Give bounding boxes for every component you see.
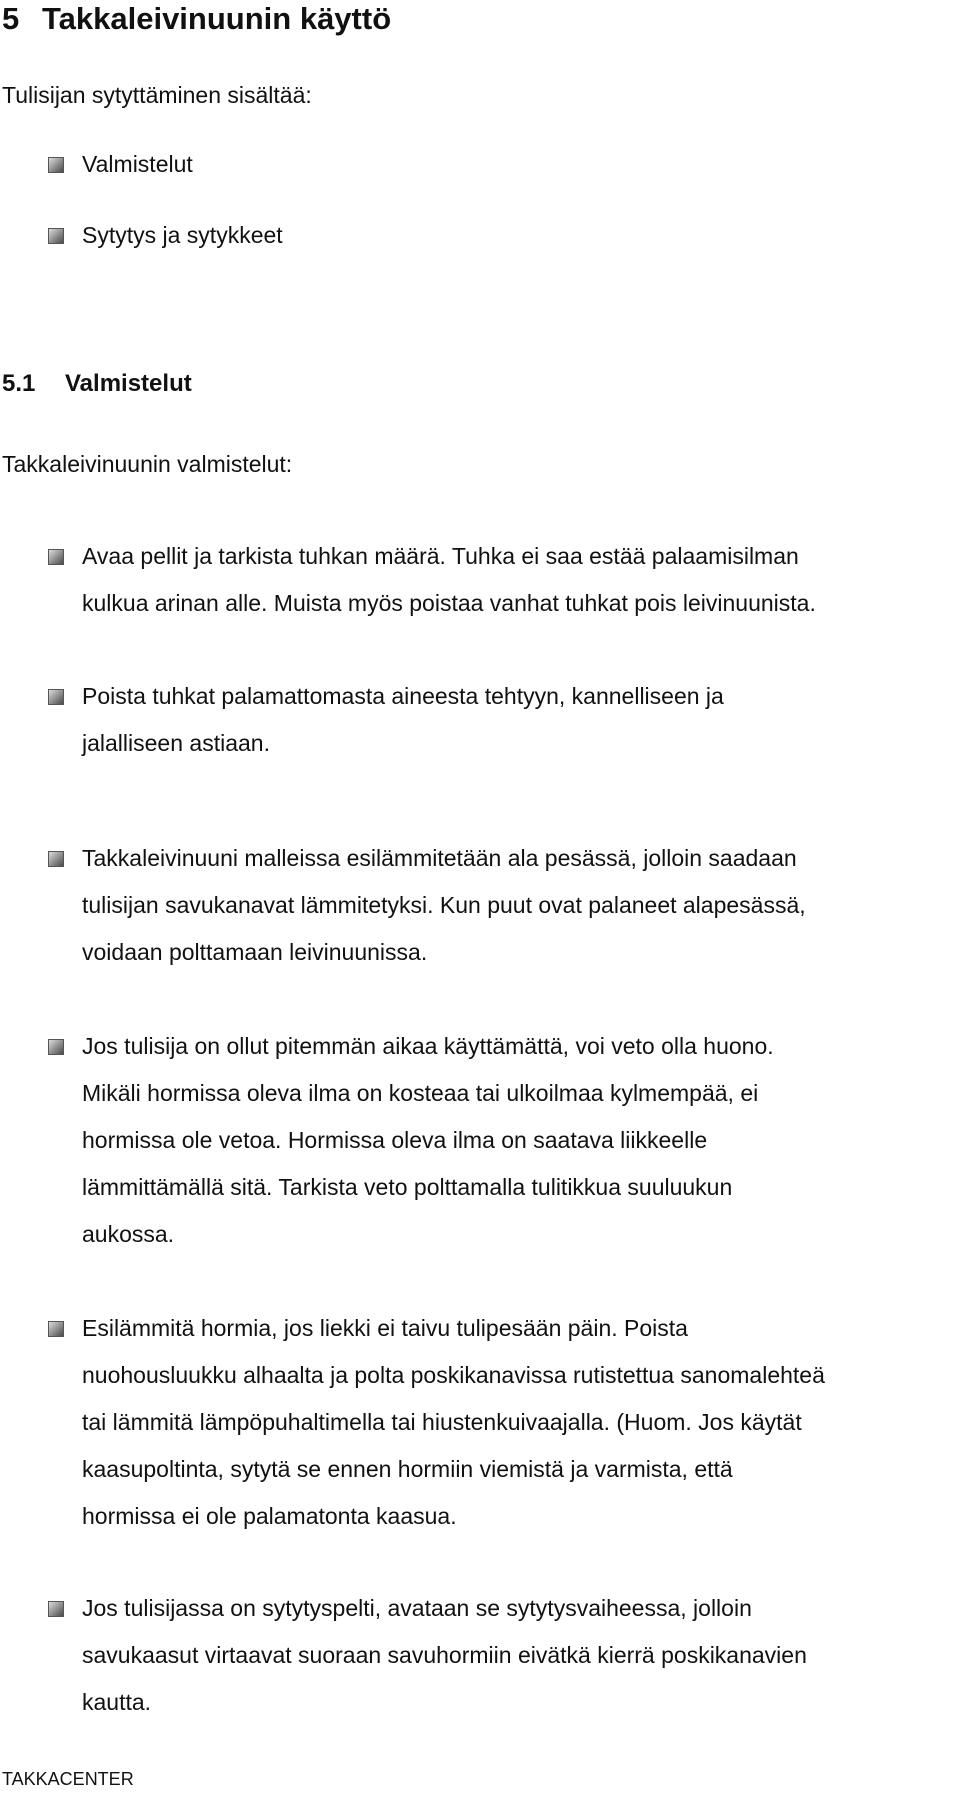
list-item-line: Poista tuhkat palamattomasta aineesta tehtyyn, kannelliseen ja [82, 683, 724, 709]
list-item: Valmistelut [82, 151, 193, 177]
list-item [82, 673, 958, 767]
section-number: 5.1 [2, 370, 36, 397]
list-item-line: jalalliseen astiaan. [82, 730, 270, 756]
list-item-line: Esilämmitä hormia, jos liekki ei taivu tulipesään päin. Poista [82, 1315, 688, 1341]
list-item: Sytytys ja sytykkeet [82, 222, 283, 248]
heading-title: Takkaleivinuunin käyttö [42, 1, 392, 36]
list-item-line: Jos tulisijassa on sytytyspelti, avataan se sytytysvaiheessa, jolloin [82, 1595, 752, 1621]
list-item-line: kautta. [82, 1689, 152, 1715]
list-item-line: tulisijan savukanavat lämmitetyksi. Kun puut ovat palaneet alapesässä, [82, 892, 806, 918]
list-item-line: hormissa ei ole palamatonta kaasua. [82, 1503, 457, 1529]
bullet-icon [48, 689, 64, 705]
list-item-line: hormissa ole vetoa. Hormissa oleva ilma on saatava liikkeelle [82, 1127, 708, 1153]
list-item-line: tai lämmitä lämpöpuhaltimella tai hiustenkuivaajalla. (Huom. Jos käytät [82, 1409, 802, 1435]
page-heading [2, 0, 391, 38]
list-item-line: Mikäli hormissa oleva ilma on kosteaa tai ulkoilmaa kylmempää, ei [82, 1080, 759, 1106]
bullet-icon [48, 228, 64, 244]
list-item [82, 533, 958, 627]
bullet-icon [48, 549, 64, 565]
bullet-icon [48, 851, 64, 867]
bullet-icon [48, 1039, 64, 1055]
list-item-line: lämmittämällä sitä. Tarkista veto polttamalla tulitikkua suuluukun [82, 1174, 733, 1200]
section-title: Valmistelut [65, 370, 192, 397]
list-item-line: Avaa pellit ja tarkista tuhkan määrä. Tuhka ei saa estää palaamisilman [82, 543, 799, 569]
section-heading [2, 369, 192, 399]
list-item-line: aukossa. [82, 1221, 175, 1247]
list-item-line: kaasupoltinta, sytytä se ennen hormiin viemistä ja varmista, että [82, 1456, 733, 1482]
list-item [82, 1585, 958, 1726]
footer-brand: TAKKACENTER [2, 1769, 134, 1789]
list-item [82, 1305, 958, 1540]
heading-number: 5 [2, 1, 20, 36]
bullet-icon [48, 1601, 64, 1617]
list-item-line: voidaan polttamaan leivinuunissa. [82, 939, 428, 965]
bullet-icon [48, 1321, 64, 1337]
list-item-line: nuohousluukku alhaalta ja polta poskikanavissa rutistettua sanomalehteä [82, 1362, 825, 1388]
list-item-line: Takkaleivinuuni malleissa esilämmitetään ala pesässä, jolloin saadaan [82, 845, 797, 871]
intro-text: Tulisijan sytyttäminen sisältää: [2, 82, 312, 108]
bullet-icon [48, 157, 64, 173]
list-item-line: Jos tulisija on ollut pitemmän aikaa käyttämättä, voi veto olla huono. [82, 1033, 774, 1059]
list-item [82, 1023, 958, 1258]
list-item-line: savukaasut virtaavat suoraan savuhormiin eivätkä kierrä poskikanavien [82, 1642, 807, 1668]
section-intro: Takkaleivinuunin valmistelut: [2, 451, 293, 477]
list-item-line: kulkua arinan alle. Muista myös poistaa vanhat tuhkat pois leivinuunista. [82, 590, 816, 616]
list-item [82, 835, 958, 976]
